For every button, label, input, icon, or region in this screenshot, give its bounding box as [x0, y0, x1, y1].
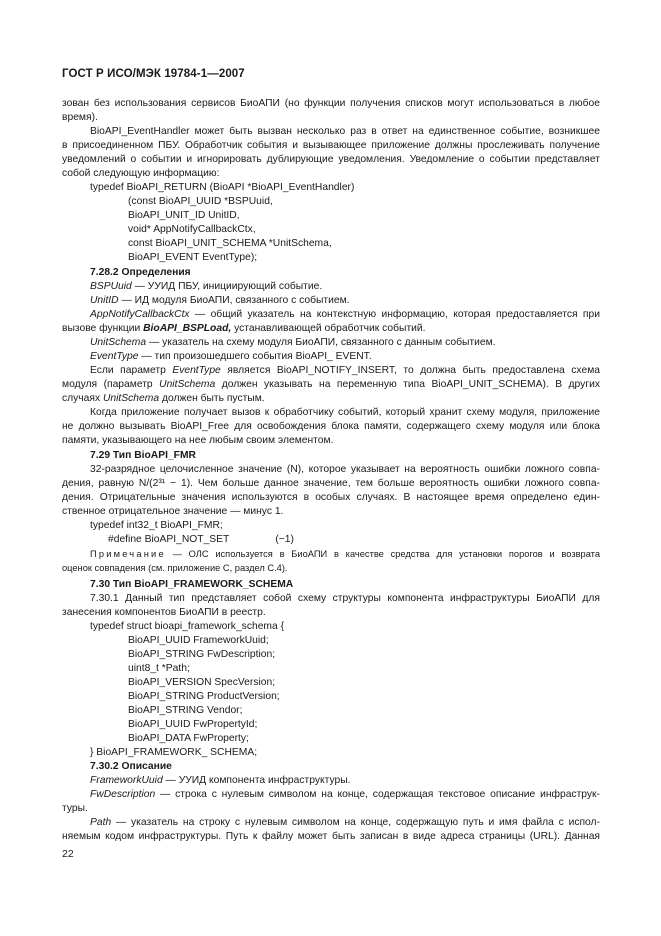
code-line: BioAPI_EVENT EventType);	[128, 252, 258, 263]
text-line: туры.	[62, 803, 88, 814]
definition-line: FrameworkUuid — УУИД компонента инфраструктуры.	[90, 775, 351, 786]
code-line: } BioAPI_FRAMEWORK_ SCHEMA;	[90, 747, 258, 758]
code-line: BioAPI_UUID FwPropertyId;	[128, 719, 258, 730]
code-line: typedef int32_t BioAPI_FMR;	[90, 520, 223, 531]
definition-line: BSPUuid — УУИД ПБУ, инициирующий событие.	[90, 281, 323, 292]
note-line: оценок совпадения (см. приложение С, раздел С.4).	[62, 563, 288, 573]
definition-line: Path — указатель на строку с нулевым символом на конце, содержащую путь и имя файла с испол-	[90, 817, 600, 828]
code-line: typedef BioAPI_RETURN (BioAPI *BioAPI_EventHandler)	[90, 182, 355, 193]
text-line: 7.30.1 Данный тип представляет собой схему структуры компонента инфраструктуры БиоАПИ для	[90, 593, 600, 604]
text-line: собой следующую информацию:	[62, 168, 220, 179]
text-line: в присоединенном ПБУ. Обработчик события и вызывающее приложение должны прослеживать получение	[62, 140, 600, 151]
page-number: 22	[62, 848, 74, 860]
definition-line: EventType — тип произошедшего события BioAPI_ EVENT.	[90, 351, 372, 362]
code-line: BioAPI_UUID FrameworkUuid;	[128, 635, 269, 646]
text-line: вызове функции BioAPI_BSPLoad, устанавливающей обработчик событий.	[62, 323, 426, 334]
section-heading: 7.28.2 Определения	[90, 267, 191, 278]
text-line: модуля (параметр UnitSchema должен указывать на переменную типа BioAPI_UNIT_SCHEMA). В других	[62, 379, 600, 390]
code-line: BioAPI_STRING ProductVersion;	[128, 691, 280, 702]
code-line: BioAPI_STRING Vendor;	[128, 705, 243, 716]
section-heading: 7.30.2 Описание	[90, 761, 172, 772]
code-line: void* AppNotifyCallbackCtx,	[128, 224, 256, 235]
text-line: дения, равную N/(2³¹ − 1). Чем больше данное значение, тем больше вероятность ошибки ложного совпа-	[62, 478, 600, 489]
section-heading: 7.30 Тип BioAPI_FRAMEWORK_SCHEMA	[90, 579, 294, 590]
text-line: няемым кодом инфраструктуры. Путь к файлу может быть записан в виде адреса страницы (URL). Данная	[62, 831, 600, 842]
text-line: случаях UnitSchema должен быть пустым.	[62, 393, 265, 404]
definition-line: AppNotifyCallbackCtx — общий указатель на контекстную информацию, которая предоставляется при	[90, 309, 600, 320]
document-header: ГОСТ Р ИСО/МЭК 19784-1—2007	[62, 68, 245, 80]
text-line: Если параметр EventType является BioAPI_NOTIFY_INSERT, то должна быть предоставлена схема	[90, 365, 600, 376]
text-line: занесения компонентов БиоАПИ в реестр.	[62, 607, 266, 618]
code-line: uint8_t *Path;	[128, 663, 190, 674]
code-line: BioAPI_DATA FwProperty;	[128, 733, 249, 744]
definition-line: FwDescription — строка с нулевым символом на конце, содержащая текстовое описание инфраструк-	[90, 789, 600, 800]
code-line: BioAPI_VERSION SpecVersion;	[128, 677, 276, 688]
text-line: ственное отрицательное значение — минус 1.	[62, 506, 284, 517]
code-line: BioAPI_STRING FwDescription;	[128, 649, 276, 660]
code-line: #define BioAPI_NOT_SET (−1)	[108, 534, 294, 545]
definition-line: UnitSchema — указатель на схему модуля БиоАПИ, связанного с данным событием.	[90, 337, 496, 348]
text-line: уведомлений о событии и игнорировать дублирующие уведомления. Уведомление о событии представляет	[62, 154, 600, 165]
text-line: не должно вызывать BioAPI_Free для освобождения блока памяти, содержащего схему модуля или блока	[62, 421, 600, 432]
code-line: const BioAPI_UNIT_SCHEMA *UnitSchema,	[128, 238, 332, 249]
text-line: Когда приложение получает вызов к обработчику событий, который хранит схему модуля, приложение	[90, 407, 600, 418]
text-line: BioAPI_EventHandler может быть вызван несколько раз в ответ на единственное событие, возникшее	[90, 126, 600, 137]
code-line: (const BioAPI_UUID *BSPUuid,	[128, 196, 273, 207]
section-heading: 7.29 Тип BioAPI_FMR	[90, 450, 196, 461]
text-line: дения. Отрицательные значения используются в особых случаях. В настоящее время определено един-	[62, 492, 600, 503]
text-line: время).	[62, 112, 98, 123]
text-line: 32-разрядное целочисленное значение (N), которое указывает на вероятность ошибки ложного совпа-	[90, 464, 600, 475]
definition-line: UnitID — ИД модуля БиоАПИ, связанного с событием.	[90, 295, 350, 306]
code-line: BioAPI_UNIT_ID UnitID,	[128, 210, 240, 221]
note-line: Примечание — ОЛС используется в БиоАПИ в качестве средства для установки порогов и возврата	[90, 549, 600, 559]
code-line: typedef struct bioapi_framework_schema {	[90, 621, 285, 632]
text-line: зован без использования сервисов БиоАПИ (но функции получения списков могут использоваться в любое	[62, 98, 600, 109]
text-line: памяти, указывающего на нее любым своим элементом.	[62, 435, 334, 446]
